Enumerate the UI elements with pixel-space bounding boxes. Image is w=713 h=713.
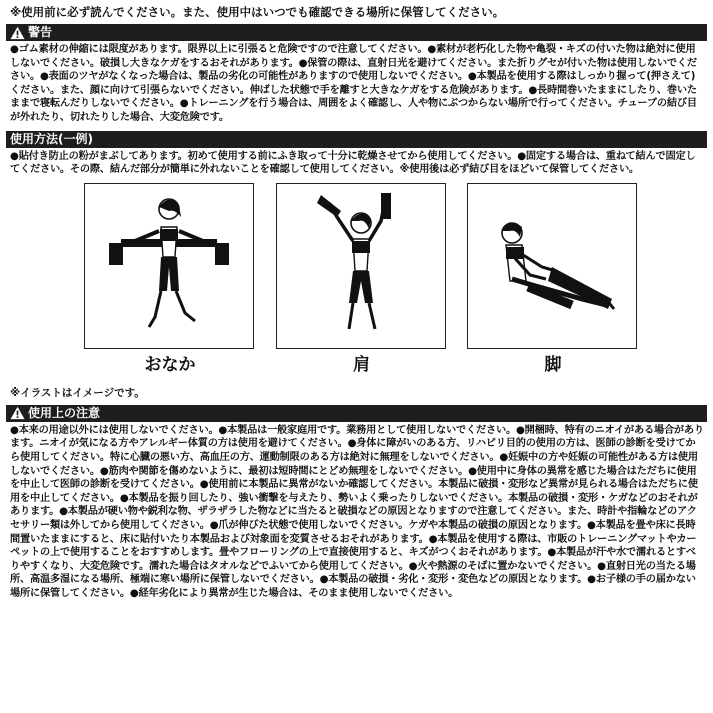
illustration-row <box>6 183 707 375</box>
warning-header <box>6 24 707 41</box>
illustration-leg <box>467 183 639 375</box>
shoulder-exercise-illustration <box>276 183 446 349</box>
stomach-exercise-illustration <box>84 183 254 349</box>
illustration-shoulder <box>276 183 448 375</box>
usage-text: ●貼付き防止の粉がまぶしてあります。初めて使用する前にふき取って十分に乾燥させてから使用してください。●固定する場合は、重ねて結んで固定してください。その際、結んだ部分が簡単に外れないことを確認して使用してください。※使用後は必ず結び目をほどいて保管してください。 <box>10 150 696 176</box>
warning-text: ●ゴム素材の伸縮には限度があります。限界以上に引張ると危険ですので注意してください。●素材が老朽化した物や亀裂・キズの付いた物は絶対に使用しないでください。破損し大きなケガをするおそれがあります。●保管の際は、直射日光を避けてください。また折りグセが付いた物は使用しないでください。●表面のツヤがなくなった場合は、製品の劣化の可能性がありますので使用しないでください。●本製品を使用する際はしっかり握って(押さえて)ください。また、顔に向けて引張らないでください。伸ばした状態で手を離すと大きなケガをする危険があります。●長時間巻いたままにしたり、巻いたままで寝転んだりしないでください。●トレーニングを行う場合は、周囲をよく確認し、人や物にぶつからない場所で行ってください。チューブの結び目が外れたり、切れたりした場合、大変危険です。 <box>10 44 697 123</box>
warning-icon <box>10 26 25 40</box>
caution-title: 使用上の注意 <box>28 405 101 420</box>
usage-title: 使用方法(一例) <box>10 131 93 146</box>
caption-stomach: おなか <box>144 354 196 375</box>
warning-icon <box>10 406 25 420</box>
caption-leg: 脚 <box>544 354 562 375</box>
caption-shoulder: 肩 <box>353 354 370 375</box>
warning-title: 警告 <box>28 25 53 39</box>
illustration-stomach <box>84 183 256 375</box>
top-note: ※使用前に必ず読んでください。また、使用中はいつでも確認できる場所に保管してください。 <box>10 5 505 19</box>
leg-exercise-illustration <box>467 183 637 349</box>
usage-header <box>6 131 707 148</box>
caution-header <box>6 405 707 422</box>
illustration-note: ※イラストはイメージです。 <box>10 386 145 399</box>
caution-text: ●本来の用途以外には使用しないでください。●本製品は一般家庭用です。業務用として使用しないでください。●開梱時、特有のニオイがある場合があります。ニオイが気になる方やアレルギー体質の方は使用を避けてください。●身体に障がいのある方、リハビリ目的の使用の方は、医師の診断を受けてから使用してください。特に心臓の悪い方、高血圧の方、運動制限のある方は絶対に無理をしないでください。●妊娠中の方や妊娠の可能性がある方は使用しないでください。●筋肉や関節を傷めないように、最初は短時間にとどめ無理をしないでください。●使用中に身体の異常を感じた場合はただちに使用を中止して医師の診断を受けてください。●使用前に本製品に異常がないか確認してください。本製品に破損・変形など異常が見られる場合はただちに使用を中止してください。●本製品を振り回したり、強い衝撃を与えたり、勢いよく乗ったりしないでください。本製品の破損・変形・ケガなどのおそれがあります。●本製品が硬い物や鋭利な物、ザラザラした物などに当たると破損などの原因となりますので注意してください。また、時計や指輪などのアクセサリー類は外してから使用してください。●爪が伸びた状態で使用しないでください。ケガや本製品の破損の原因となります。●本製品を畳や床に長時間置いたままにすると、床に貼付いたり本製品および対象面を変質させるおそれがあります。●本製品を使用する際は、市販のトレーニングマットやカーペットの上で使用することをおすすめします。畳やフローリングの上で直接使用すると、キズがつくおそれがあります。●本製品が汗や水で濡れるとすべりやすくなり、大変危険です。濡れた場合はタオルなどでふいてから使用してください。●火や熱源のそばに置かないでください。●直射日光の当たる場所、高温多湿になる場所、極端に寒い場所に保管しないでください。●本製品の破損・劣化・変形・変色などの原因となります。●お子様の手の届かない場所に保管してください。●経年劣化により異常が生じた場合は、そのまま使用しないでください。 <box>10 424 704 599</box>
